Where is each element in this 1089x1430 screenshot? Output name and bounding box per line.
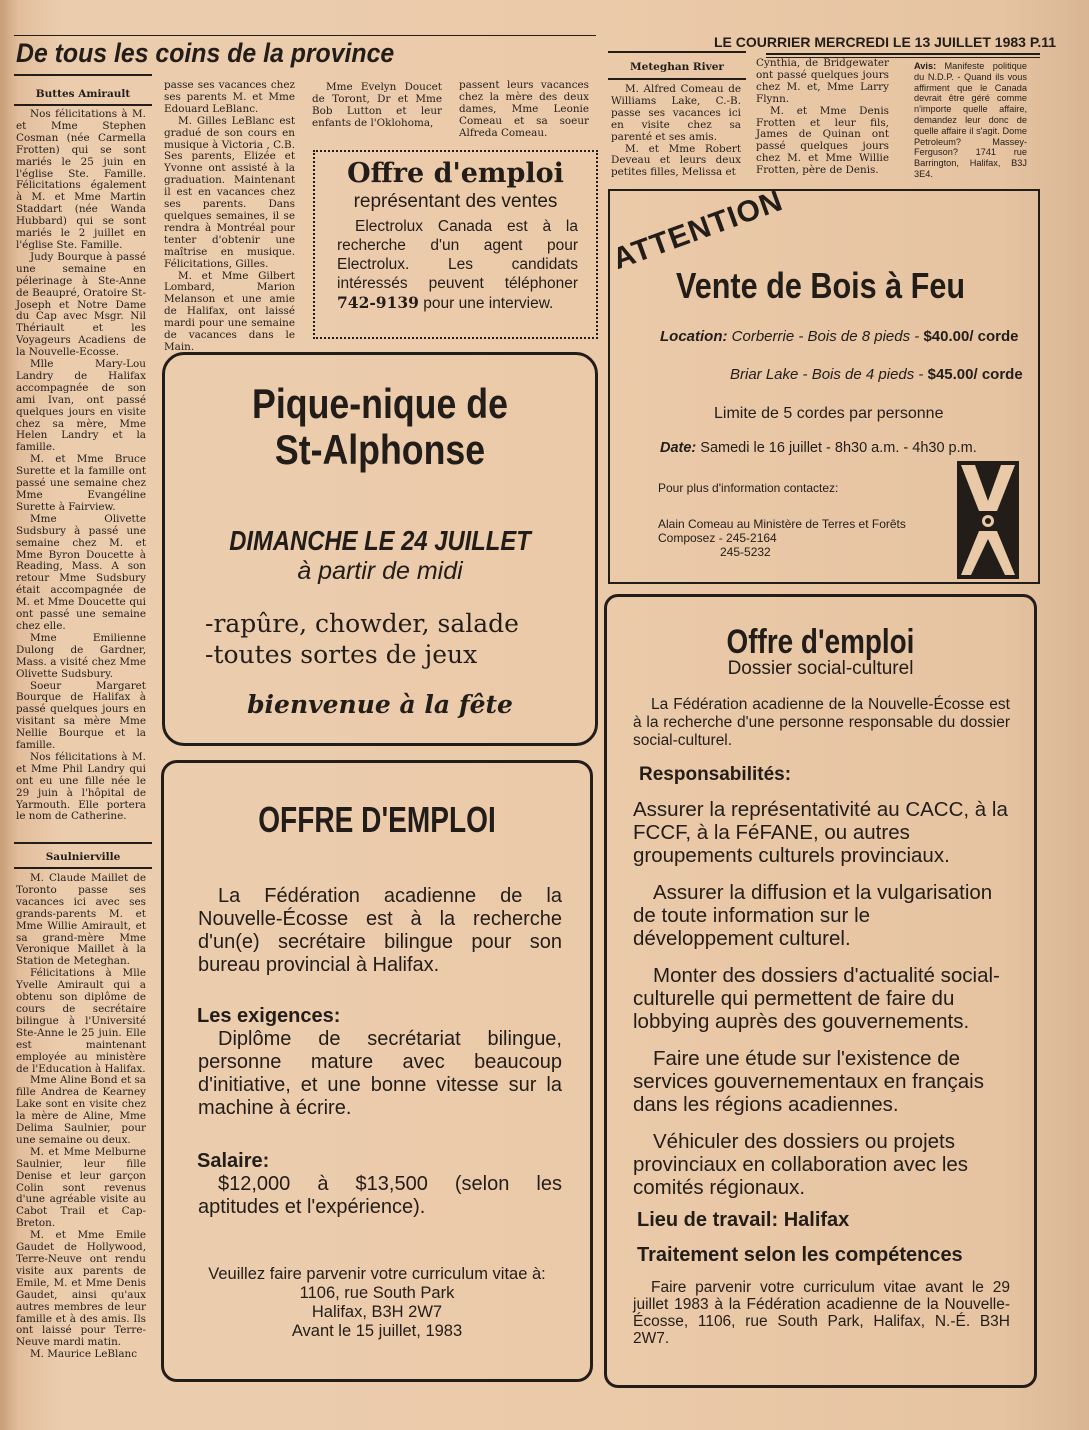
column-rule	[14, 867, 152, 869]
article-column-6	[756, 58, 889, 177]
paragraph: Soeur Margaret Bourque de Halifax à passé quelques jours en visitant sa mère Mme Nellie Bourque et la famille.	[16, 679, 146, 752]
section-heading-saulnierville: Saulnierville	[45, 851, 121, 863]
article-buttes-amirault	[16, 109, 146, 823]
paragraph: M. et Mme Denis Frotten et leur fils, James de Quinan ont passé quelques jours chez M. et Mme Willie Frotten, père de Denis.	[756, 104, 889, 177]
masthead: LE COURRIER MERCREDI LE 13 JUILLET 1983 P.11	[714, 34, 1057, 50]
column-rule	[14, 842, 152, 844]
responsibility-item: Véhiculer des dossiers ou projets provinciaux en collaboration avec les comités régionaux.	[633, 1130, 969, 1199]
paragraph: Mlle Mary-Lou Landry de Halifax accompagnée de son ami Ivan, ont passé quelques jours en visite chez sa mère, Mme Helen Landry et la famille.	[16, 358, 146, 454]
date-label: Date:	[660, 440, 697, 456]
location-text: Corberrie - Bois de 8 pieds -	[731, 328, 920, 345]
section-title: De tous les coins de la province	[16, 38, 395, 68]
electrolux-ad	[313, 150, 598, 339]
picnic-footer: bienvenue à la fête	[247, 690, 513, 719]
contact-phone: Composez - 245-2164	[658, 531, 777, 545]
paragraph: M. Claude Maillet de Toronto passe ses vacances ici avec ses grands-parents M. et Mme Willie Amirault, et sa grand-mère Mme Veronique Maillet à la Station de Meteghan.	[16, 872, 146, 968]
attention-banner: ATTENTION	[608, 184, 788, 277]
paragraph: Mme Aline Bond et sa fille Andrea de Kearney Lake sont en visite chez la mère de Aline, Mme Delima Saulnier, pour une semaine ou deux.	[16, 1074, 146, 1146]
send-line: Avant le 15 juillet, 1983	[291, 1322, 463, 1340]
column-rule	[608, 51, 746, 53]
location-label: Location:	[660, 328, 728, 345]
social-intro: La Fédération acadienne de la Nouvelle-Écosse est à la recherche d'une personne responsable du dossier social-culturel.	[633, 696, 1010, 749]
secretary-title: OFFRE D'EMPLOI	[258, 799, 496, 840]
paragraph: M. et Mme Bruce Surette et la famille ont passé une semaine chez Mme Evangéline Surette à Fairview.	[16, 453, 146, 513]
article-column-4	[459, 80, 589, 140]
avis-text: Manifeste politique du N.D.P. - Quand ils vous affirment que le Canada devrait être géré comme n'importe quelle affaire, demandez leur donc de quelle affaire il s'agit. Dome Petroleum? Massey-Ferguson? 1741 rue Barrington, Halifax, B3J 3E4.	[914, 61, 1027, 179]
contact-phone: 245-5232	[720, 545, 771, 559]
responsibilities-label: Responsabilités:	[639, 764, 792, 785]
send-line: 1106, rue South Park	[299, 1284, 455, 1302]
paragraph: passent leurs vacances chez la mère des deux dames, Mme Leonie Comeau et sa soeur Alfreda Comeau.	[459, 79, 589, 139]
paragraph: Nos félicitations à M. et Mme Phil Landry qui ont eu une fille née le 29 juin à l'hôpital de Yarmouth. Elle portera le nom de Catherine.	[16, 750, 146, 823]
responsibility-item: Monter des dossiers d'actualité social-culturelle qui permettent de faire du lobbying auprès des gouvernements.	[633, 964, 1000, 1033]
paragraph: M. et Mme Gilbert Lombard, Marion Melanson et une amie de Halifax, ont laissé mardi pour une semaine de vacances dans le Main.	[164, 269, 295, 353]
paragraph: passe ses vacances chez ses parents M. et Mme Edouard LeBlanc.	[164, 79, 295, 115]
date-text: Samedi le 16 juillet - 8h30 a.m. - 4h30 p.m.	[700, 440, 977, 456]
location-price: $45.00/ corde	[927, 366, 1023, 383]
ad-subtitle: représentant des ventes	[353, 191, 558, 212]
send-line: Halifax, B3H 2W7	[311, 1303, 443, 1321]
section-heading-buttes-amirault: Buttes Amirault	[35, 88, 131, 100]
top-rule	[14, 35, 596, 36]
paragraph: M. Gilles LeBlanc est gradué de son cours en musique à Victoria , C.B. Ses parents, Elizée et Yvonne ont assisté à la graduation. Maintenant il est en vacances chez ses parents. Dans quelques semaines, il se rendra à Montréal pour tenter d'obtenir une maîtrise en musique. Félicitations, Gilles.	[164, 114, 295, 270]
picnic-ad	[162, 352, 598, 746]
picnic-time: à partir de midi	[297, 557, 463, 585]
social-title: Offre d'emploi	[726, 623, 915, 661]
column-rule	[14, 104, 152, 106]
article-column-3	[312, 82, 442, 130]
salary-text: $12,000 à $13,500 (selon les aptitudes et l'expérience).	[198, 1173, 562, 1218]
paragraph: M. Maurice LeBlanc	[30, 1348, 138, 1361]
responsibilities-list	[633, 798, 1010, 1199]
send-instructions	[164, 1265, 590, 1341]
picnic-date: DIMANCHE LE 24 JUILLET	[229, 525, 531, 556]
contact-info	[658, 517, 906, 559]
workplace: Lieu de travail: Halifax	[637, 1209, 850, 1231]
send-line: Veuillez faire parvenir votre curriculum vitae à:	[208, 1265, 546, 1283]
paragraph: M. Alfred Comeau de Williams Lake, C.-B. passe ses vacances ici en visite chez sa parenté et ses amis.	[611, 84, 741, 143]
responsibility-item: Assurer la représentativité au CACC, à la FCCF, à la FéFANE, ou autres groupements culturels provinciaux.	[633, 798, 1008, 867]
paragraph: M. et Mme Robert Deveau et leurs deux petites filles, Melissa et	[611, 142, 741, 179]
paragraph: Nos félicitations à M. et Mme Stephen Cosman (née Carmella Frotten) qui se sont mariés le 25 juin en l'église Ste. Famille. Félicitations également à M. et Mme Martin Staddart (née Wanda Hubbard) qui se sont mariés le 2 juillet en l'église Ste. Famille.	[16, 108, 146, 251]
article-column-2	[164, 80, 295, 354]
social-subtitle: Dossier social-culturel	[727, 658, 914, 679]
picnic-item: -toutes sortes de jeux	[205, 640, 478, 669]
paragraph: Mme Emilienne Dulong de Gardner, Mass. a visité chez Mme Olivette Sudsbury.	[16, 631, 146, 680]
responsibility-item: Faire une étude sur l'existence de services gouvernementaux en français dans les régions acadiennes.	[633, 1047, 984, 1116]
firewood-sale-ad	[608, 184, 1040, 584]
paragraph: Félicitations à Mlle Yvelle Amirault qui a obtenu son diplôme de cours de secrétaire bilingue à l'Université Ste-Anne le 25 juin. Elle est maintenant employée au ministère de l'Education à Halifax.	[16, 967, 146, 1075]
contact-intro: Pour plus d'information contactez:	[658, 481, 839, 495]
firewood-location-1	[660, 328, 1019, 345]
article-meteghan-river	[611, 84, 741, 180]
ad-body-text: Electrolux Canada est à la recherche d'un agent pour Electrolux. Les candidats intéressés peuvent téléphoner	[337, 218, 578, 292]
paragraph: Mme Olivette Sudsbury à passé une semaine chez M. et Mme Byron Doucette à Reading, Mass. A son retour Mme Sudsbury était accompagnée de M. et Mme Doucette qui ont passé une semaine chez elle.	[16, 512, 146, 632]
lands-forests-logo-icon	[957, 461, 1019, 579]
social-cultural-job-ad	[604, 594, 1037, 1388]
column-rule	[608, 78, 746, 80]
avis-label: Avis:	[914, 61, 937, 71]
picnic-item: -rapûre, chowder, salade	[205, 609, 519, 638]
salary-note: Traitement selon les compétences	[637, 1244, 963, 1266]
location-text: Briar Lake - Bois de 4 pieds -	[730, 366, 924, 383]
section-heading-meteghan-river: Meteghan River	[630, 61, 724, 73]
article-saulnierville	[16, 873, 146, 1361]
firewood-limit: Limite de 5 cordes par personne	[714, 405, 944, 422]
picnic-title-1: Pique-nique de	[252, 380, 508, 427]
firewood-location-2	[730, 366, 1023, 383]
firewood-date	[660, 440, 977, 456]
paragraph: Judy Bourque à passé une semaine en pélerinage à Ste-Anne de Beaupré, Oratoire St-Joseph et Notre Dame du Cap avec Msgr. Nil Thériault et les Voyageurs Acadiens de la Nouvelle-Ecosse.	[16, 250, 146, 359]
paragraph: Cynthia, de Bridgewater ont passé quelques jours chez M. et, Mme Larry Flynn.	[756, 57, 889, 105]
responsibility-item: Assurer la diffusion et la vulgarisation de toute information sur le développement culturel.	[633, 881, 993, 950]
contact-name: Alain Comeau au Ministère de Terres et Forêts	[658, 517, 906, 531]
requirements-label: Les exigences:	[197, 1005, 341, 1027]
ad-body	[315, 213, 596, 313]
requirements-text: Diplôme de secrétariat bilingue, personne mature avec beaucoup d'initiative, et une bonne vitesse sur la machine à écrire.	[198, 1028, 562, 1119]
ad-body-end: pour une interview.	[423, 295, 554, 312]
secretary-intro: La Fédération acadienne de la Nouvelle-Écosse est à la recherche d'un(e) secrétaire bilingue pour son bureau provincial à Halifax.	[198, 885, 562, 976]
paragraph: M. et Mme Emile Gaudet de Hollywood, Terre-Neuve ont rendu visite aux parents de Emile, M. et Mme Denis Gaudet, ainsi qu'aux autres membres de leur famille et à des amis. Ils ont laissé pour Terre-Neuve mardi matin.	[16, 1229, 146, 1349]
paragraph: M. et Mme Melburne Saulnier, leur fille Denise et leur garçon Colin sont revenus d'une agréable visite au Cabot Trail et Cap-Breton.	[16, 1145, 146, 1230]
firewood-title: Vente de Bois à Feu	[676, 265, 966, 306]
masthead-rule	[766, 53, 1040, 55]
salary-label: Salaire:	[197, 1150, 270, 1172]
column-rule	[14, 74, 152, 76]
picnic-title-2: St-Alphonse	[274, 426, 486, 473]
secretary-job-ad	[161, 760, 593, 1382]
avis-notice	[914, 61, 1027, 180]
social-send-instructions: Faire parvenir votre curriculum vitae avant le 29 juillet 1983 à la Fédération acadienne de la Nouvelle-Écosse, 1106, rue South Park, Halifax, N.-É. B3H 2W7.	[633, 1279, 1010, 1347]
paragraph: Mme Evelyn Doucet de Toront, Dr et Mme Bob Lutton et leur enfants de l'Oklohoma,	[312, 81, 442, 129]
location-price: $40.00/ corde	[923, 328, 1019, 345]
ad-title: Offre d'emploi	[347, 158, 564, 189]
ad-phone: 742-9139	[337, 293, 419, 312]
